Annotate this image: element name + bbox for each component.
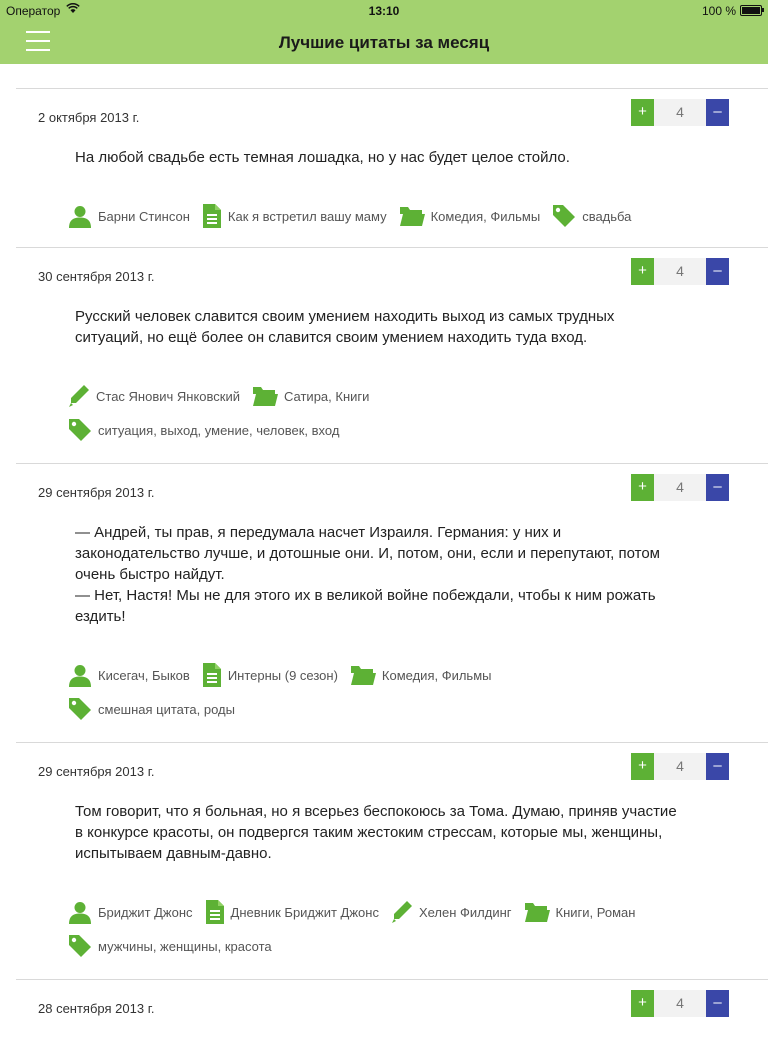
meta-label: мужчины, женщины, красота [98, 938, 272, 954]
meta-label: Кисегач, Быков [98, 667, 190, 683]
meta-person-link[interactable] [68, 663, 190, 687]
quote-card [16, 979, 768, 1040]
vote-count: 4 [654, 474, 706, 501]
meta-label: Хелен Филдинг [418, 904, 512, 920]
meta-tag-link[interactable] [68, 418, 339, 442]
meta-pen-link[interactable] [391, 900, 512, 924]
meta-tag-link[interactable] [68, 934, 272, 958]
status-bar [0, 0, 768, 20]
quote-date: 29 сентября 2013 г. [38, 764, 155, 779]
folder-icon [399, 205, 431, 227]
meta-row [68, 697, 247, 721]
document-icon [205, 900, 231, 924]
quote-date: 29 сентября 2013 г. [38, 485, 155, 500]
meta-person-link[interactable] [68, 204, 190, 228]
meta-row [68, 204, 643, 228]
downvote-button[interactable]: – [706, 753, 729, 780]
meta-folder-link[interactable] [350, 664, 492, 686]
vote-count: 4 [654, 258, 706, 285]
meta-folder-link[interactable] [252, 385, 369, 407]
meta-label: Барни Стинсон [98, 208, 190, 224]
upvote-button[interactable]: + [631, 474, 654, 501]
page-title: Лучшие цитаты за месяц [278, 33, 490, 52]
meta-folder-link[interactable] [399, 205, 541, 227]
document-icon [202, 204, 228, 228]
person-icon [68, 900, 98, 924]
meta-document-link[interactable] [205, 900, 379, 924]
upvote-button[interactable]: + [631, 99, 654, 126]
clock-label: 13:10 [368, 4, 400, 18]
navigation-bar [0, 0, 768, 64]
quote-text: — Андрей, ты прав, я передумала насчет Израиля. Германия: у них и законодательство лучше, и дотошные они. И, потом, они, если и перепутают, потом очень быстро найдут. — Нет, Настя! Мы не для этого их в великой войне побеждали, чтобы к ним рожать ездить! [75, 524, 660, 625]
vote-control [631, 258, 729, 285]
meta-row [68, 418, 351, 442]
meta-row [68, 663, 504, 687]
battery-percent: 100 % [701, 4, 736, 18]
quote-card [16, 463, 768, 743]
meta-person-link[interactable] [68, 900, 193, 924]
tag-icon [68, 934, 98, 958]
meta-label: Бриджит Джонс [98, 904, 193, 920]
downvote-button[interactable]: – [706, 258, 729, 285]
pen-icon [391, 900, 419, 924]
upvote-button[interactable]: + [631, 258, 654, 285]
meta-document-link[interactable] [202, 204, 387, 228]
carrier-label: Оператор [6, 4, 61, 18]
meta-label: Стас Янович Янковский [96, 388, 240, 404]
quote-text: Том говорит, что я больная, но я всерьез беспокоюсь за Тома. Думаю, приняв участие в конкурсе красоты, он подвергся таким жестоким стрессам, которые мы, женщины, испытываем давным-давно. [75, 803, 677, 862]
meta-label: Книги, Роман [555, 904, 636, 920]
downvote-button[interactable]: – [706, 990, 729, 1017]
folder-icon [252, 385, 284, 407]
quote-card [16, 88, 768, 248]
quote-text: На любой свадьбе есть темная лошадка, но у нас будет целое стойло. [75, 149, 570, 166]
meta-label: Комедия, Фильмы [381, 667, 492, 683]
vote-count: 4 [654, 753, 706, 780]
meta-row [68, 934, 284, 958]
folder-icon [524, 901, 556, 923]
quote-text: Русский человек славится своим умением находить выход из самых трудных ситуаций, но ещё более он славится своим умением находить туда вход. [75, 308, 615, 346]
upvote-button[interactable]: + [631, 990, 654, 1017]
meta-label: смешная цитата, роды [98, 701, 235, 717]
meta-document-link[interactable] [202, 663, 338, 687]
quote-card [16, 742, 768, 980]
quote-date: 28 сентября 2013 г. [38, 1001, 155, 1016]
vote-control [631, 990, 729, 1017]
meta-label: Сатира, Книги [284, 388, 370, 404]
meta-label: Комедия, Фильмы [430, 208, 541, 224]
quote-date: 30 сентября 2013 г. [38, 269, 155, 284]
vote-control [631, 99, 729, 126]
vote-count: 4 [654, 990, 706, 1017]
tag-icon [68, 697, 98, 721]
document-icon [202, 663, 228, 687]
person-icon [68, 204, 98, 228]
meta-label: Как я встретил вашу маму [227, 208, 387, 224]
vote-control [631, 753, 729, 780]
tag-icon [68, 418, 98, 442]
downvote-button[interactable]: – [706, 474, 729, 501]
downvote-button[interactable]: – [706, 99, 729, 126]
upvote-button[interactable]: + [631, 753, 654, 780]
meta-pen-link[interactable] [68, 384, 240, 408]
pen-icon [68, 384, 96, 408]
quote-card [16, 247, 768, 464]
vote-count: 4 [654, 99, 706, 126]
meta-label: Интерны (9 сезон) [227, 667, 338, 683]
meta-folder-link[interactable] [524, 901, 636, 923]
tag-icon [552, 204, 582, 228]
meta-tag-link[interactable] [68, 697, 235, 721]
vote-control [631, 474, 729, 501]
meta-row [68, 384, 381, 408]
person-icon [68, 663, 98, 687]
meta-row [68, 900, 647, 924]
meta-tag-link[interactable] [552, 204, 631, 228]
quote-date: 2 октября 2013 г. [38, 110, 140, 125]
battery-icon [740, 5, 762, 16]
folder-icon [350, 664, 382, 686]
meta-label: ситуация, выход, умение, человек, вход [98, 422, 340, 438]
meta-label: свадьба [582, 208, 632, 224]
meta-label: Дневник Бриджит Джонс [230, 904, 379, 920]
